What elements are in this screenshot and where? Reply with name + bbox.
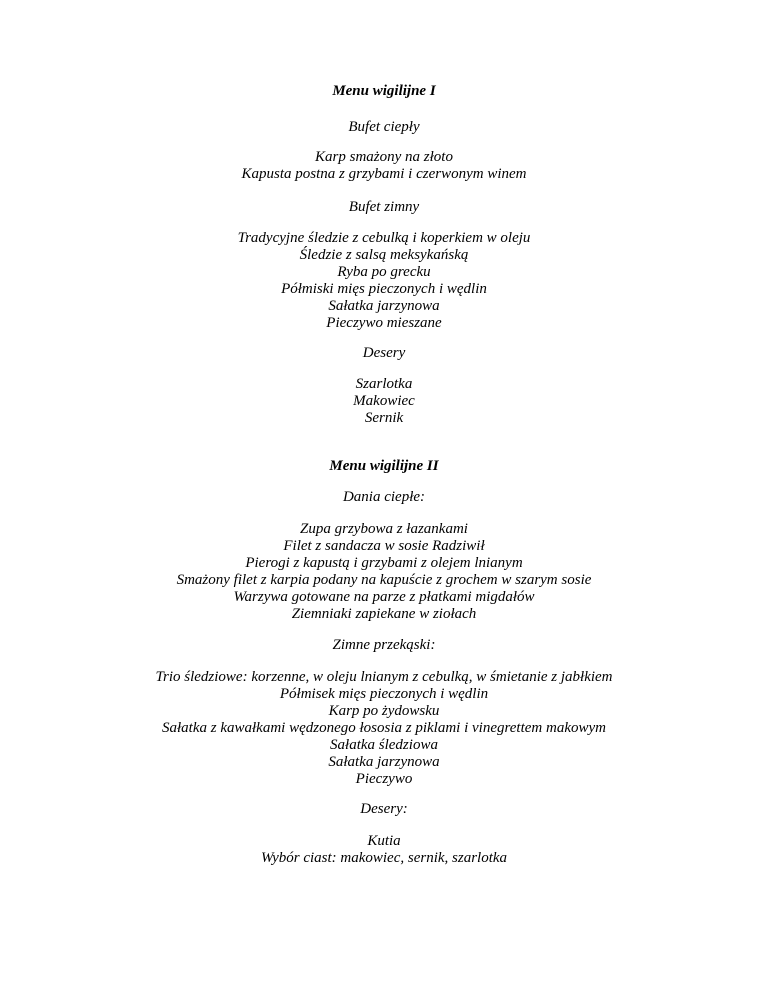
menu2-cold-heading: Zimne przekąski: <box>332 637 436 653</box>
menu2-dessert-item: Kutia <box>367 833 401 849</box>
menu1-cold-item: Śledzie z salsą meksykańską <box>299 247 469 263</box>
menu1-hot-item: Karp smażony na złoto <box>315 149 453 165</box>
menu2-cold-item: Karp po żydowsku <box>328 703 440 719</box>
menu1-title: Menu wigilijne I <box>332 83 436 99</box>
menu2-hot-heading: Dania ciepłe: <box>342 489 426 505</box>
menu1-hot-heading: Bufet ciepły <box>348 119 420 135</box>
menu2-hot-item: Ziemniaki zapiekane w ziołach <box>291 606 477 622</box>
menu2-hot-item: Filet z sandacza w sosie Radziwił <box>283 538 485 554</box>
menu2-cold-item: Sałatka śledziowa <box>330 737 438 753</box>
menu1-cold-item: Ryba po grecku <box>337 264 431 280</box>
menu1-cold-item: Sałatka jarzynowa <box>328 298 440 314</box>
menu1-dessert-heading: Desery <box>362 345 406 361</box>
menu2-title: Menu wigilijne II <box>329 458 439 474</box>
menu1-dessert-item: Sernik <box>364 410 404 426</box>
menu1-cold-item: Pieczywo mieszane <box>326 315 442 331</box>
menu2-dessert-item: Wybór ciast: makowiec, sernik, szarlotka <box>260 850 508 866</box>
menu1-dessert-item: Makowiec <box>353 393 415 409</box>
menu2-cold-item: Pieczywo <box>355 771 413 787</box>
menu2-hot-item: Warzywa gotowane na parze z płatkami migdałów <box>233 589 535 605</box>
menu2-hot-item: Zupa grzybowa z łazankami <box>300 521 468 537</box>
menu1-cold-item: Półmiski mięs pieczonych i wędlin <box>281 281 487 297</box>
menu1-dessert-item: Szarlotka <box>355 376 413 392</box>
menu1-hot-item: Kapusta postna z grzybami i czerwonym winem <box>241 166 527 182</box>
menu2-hot-item: Pierogi z kapustą i grzybami z olejem lnianym <box>245 555 523 571</box>
menu2-cold-item: Trio śledziowe: korzenne, w oleju lnianym z cebulką, w śmietanie z jabłkiem <box>155 669 613 685</box>
menu2-hot-item: Smażony filet z karpia podany na kapuście z grochem w szarym sosie <box>176 572 592 588</box>
menu1-cold-item: Tradycyjne śledzie z cebulką i koperkiem w oleju <box>237 230 531 246</box>
menu1-cold-heading: Bufet zimny <box>348 199 420 215</box>
menu2-cold-item: Sałatka jarzynowa <box>328 754 440 770</box>
menu2-dessert-heading: Desery: <box>360 801 408 817</box>
menu2-cold-item: Półmisek mięs pieczonych i wędlin <box>279 686 489 702</box>
menu2-cold-item: Sałatka z kawałkami wędzonego łososia z piklami i vinegrettem makowym <box>162 720 606 736</box>
